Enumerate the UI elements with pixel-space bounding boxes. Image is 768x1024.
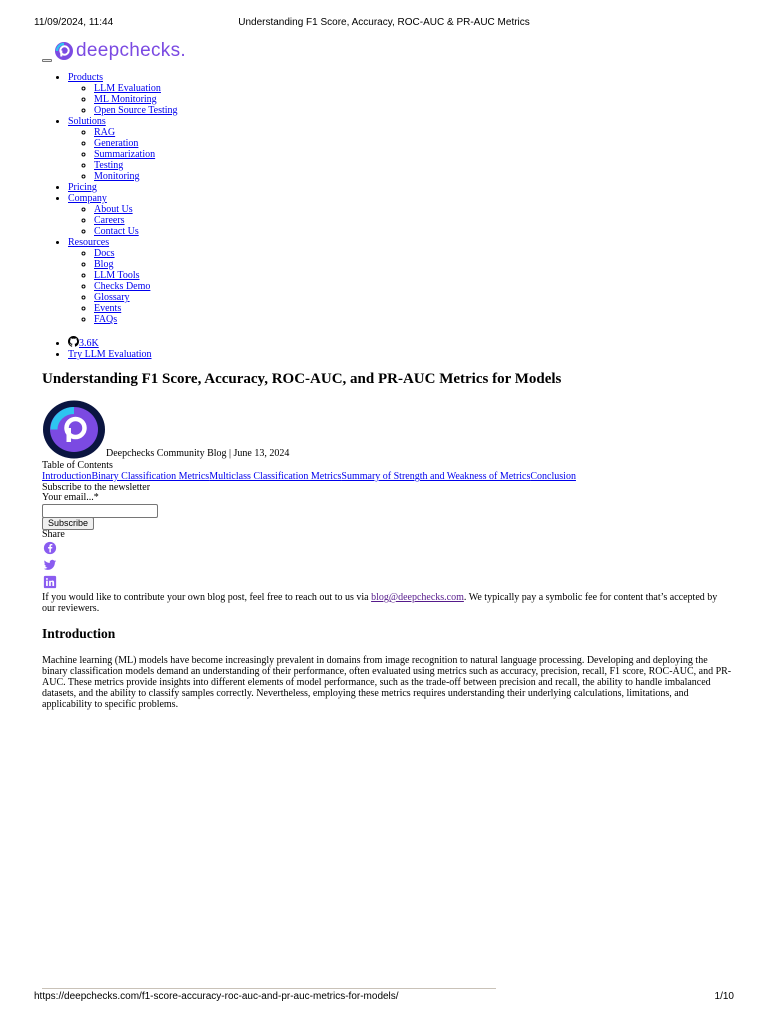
menu-toggle-button[interactable] — [42, 59, 52, 62]
nav-link-contact-us[interactable]: Contact Us — [94, 226, 139, 237]
brand-name: deepchecks. — [76, 40, 186, 61]
nav-extra — [42, 336, 152, 360]
author-block — [42, 400, 106, 459]
print-header — [34, 17, 734, 31]
print-footer — [34, 991, 734, 1005]
print-url: https://deepchecks.com/f1-score-accuracy-roc-auc-and-pr-auc-metrics-for-models/ — [34, 991, 399, 1002]
nav-link-rag[interactable]: RAG — [94, 127, 116, 138]
nav-link-solutions[interactable]: Solutions — [68, 116, 106, 127]
nav-link-generation[interactable]: Generation — [94, 138, 139, 149]
try-llm-evaluation-link[interactable]: Try LLM Evaluation — [68, 349, 152, 360]
nav-link-open-source-testing[interactable]: Open Source Testing — [94, 105, 178, 116]
newsletter-label: Subscribe to the newsletter — [42, 482, 151, 493]
toc-link-summary-of-metrics[interactable]: Summary of Strength and Weakness of Metrics — [341, 471, 531, 482]
nav-link-careers[interactable]: Careers — [94, 215, 125, 226]
github-stars-link[interactable] — [68, 338, 99, 349]
toc-link-conclusion[interactable]: Conclusion — [530, 471, 576, 482]
nav-link-checks-demo[interactable]: Checks Demo — [94, 281, 151, 292]
contribute-note: If you would like to contribute your own blog post, feel free to reach out to us via blog@deepchecks.com. We typically pay a symbolic fee for content that’s accepted by our reviewers. — [42, 592, 718, 614]
article-title: Understanding F1 Score, Accuracy, ROC-AUC, and PR-AUC Metrics for Models — [42, 371, 562, 387]
blog-email-link[interactable]: blog@deepchecks.com — [371, 592, 464, 603]
toc-label: Table of Contents — [42, 460, 113, 471]
nav-link-monitoring[interactable]: Monitoring — [94, 171, 140, 182]
nav-link-blog[interactable]: Blog — [94, 259, 114, 270]
nav-link-pricing[interactable]: Pricing — [68, 182, 97, 193]
page-number: 1/10 — [714, 991, 734, 1002]
nav-link-ml-monitoring[interactable]: ML Monitoring — [94, 94, 157, 105]
nav-link-llm-evaluation[interactable]: LLM Evaluation — [94, 83, 161, 94]
introduction-paragraph: Machine learning (ML) models have become increasingly prevalent in domains from image recognition to natural language processing. Developing and deploying the binary classification models demand an understanding of their performance, often evaluated using metrics such as accuracy, precision, recall, F1 score, ROC-AUC, and PR-AUC. These metrics provide insights into different elements of model performance, such as the trade-off between precision and recall, the ability to handle imbalanced datasets, and the ability to classify samples correctly. Nevertheless, employing these metrics requires understanding their underlying calculations, limitations, and applicability to specific problems. — [42, 655, 732, 710]
nav-link-llm-tools[interactable]: LLM Tools — [94, 270, 140, 281]
print-title: Understanding F1 Score, Accuracy, ROC-AUC & PR-AUC Metrics — [238, 17, 530, 28]
email-input[interactable] — [42, 504, 158, 518]
author-avatar — [42, 400, 106, 459]
toc-link-binary-classification-metrics[interactable]: Binary Classification Metrics — [91, 471, 210, 482]
toc-link-multiclass-classification-metrics[interactable]: Multiclass Classification Metrics — [209, 471, 342, 482]
nav-link-company[interactable]: Company — [68, 193, 107, 204]
nav-link-testing[interactable]: Testing — [94, 160, 124, 171]
footer-divider — [42, 988, 496, 989]
introduction-heading: Introduction — [42, 626, 116, 641]
nav-item-solutions — [68, 116, 178, 182]
nav-link-glossary[interactable]: Glossary — [94, 292, 130, 303]
deepchecks-logo[interactable] — [54, 39, 186, 63]
main-nav — [42, 72, 178, 325]
share-label: Share — [42, 529, 65, 540]
nav-item-resources — [68, 237, 178, 325]
nav-item-pricing — [68, 182, 178, 193]
github-stars-count: 3.6K — [79, 338, 99, 349]
nav-link-summarization[interactable]: Summarization — [94, 149, 156, 160]
nav-link-resources[interactable]: Resources — [68, 237, 110, 248]
nav-item-company — [68, 193, 178, 237]
toc-link-introduction[interactable]: Introduction — [42, 471, 92, 482]
nav-link-about-us[interactable]: About Us — [94, 204, 133, 215]
facebook-icon[interactable] — [42, 541, 58, 555]
nav-link-faqs[interactable]: FAQs — [94, 314, 118, 325]
twitter-icon[interactable] — [42, 558, 58, 572]
deepchecks-logo-icon — [54, 41, 74, 61]
print-date: 11/09/2024, 11:44 — [34, 17, 114, 28]
nav-link-docs[interactable]: Docs — [94, 248, 115, 259]
linkedin-icon[interactable] — [42, 575, 58, 589]
subscribe-button[interactable]: Subscribe — [42, 517, 94, 530]
byline: Deepchecks Community Blog | June 13, 2024 — [106, 448, 290, 459]
nav-item-products — [68, 72, 178, 116]
github-icon — [68, 336, 79, 347]
email-label: Your email...* — [42, 492, 99, 503]
nav-link-products[interactable]: Products — [68, 72, 103, 83]
nav-link-events[interactable]: Events — [94, 303, 122, 314]
